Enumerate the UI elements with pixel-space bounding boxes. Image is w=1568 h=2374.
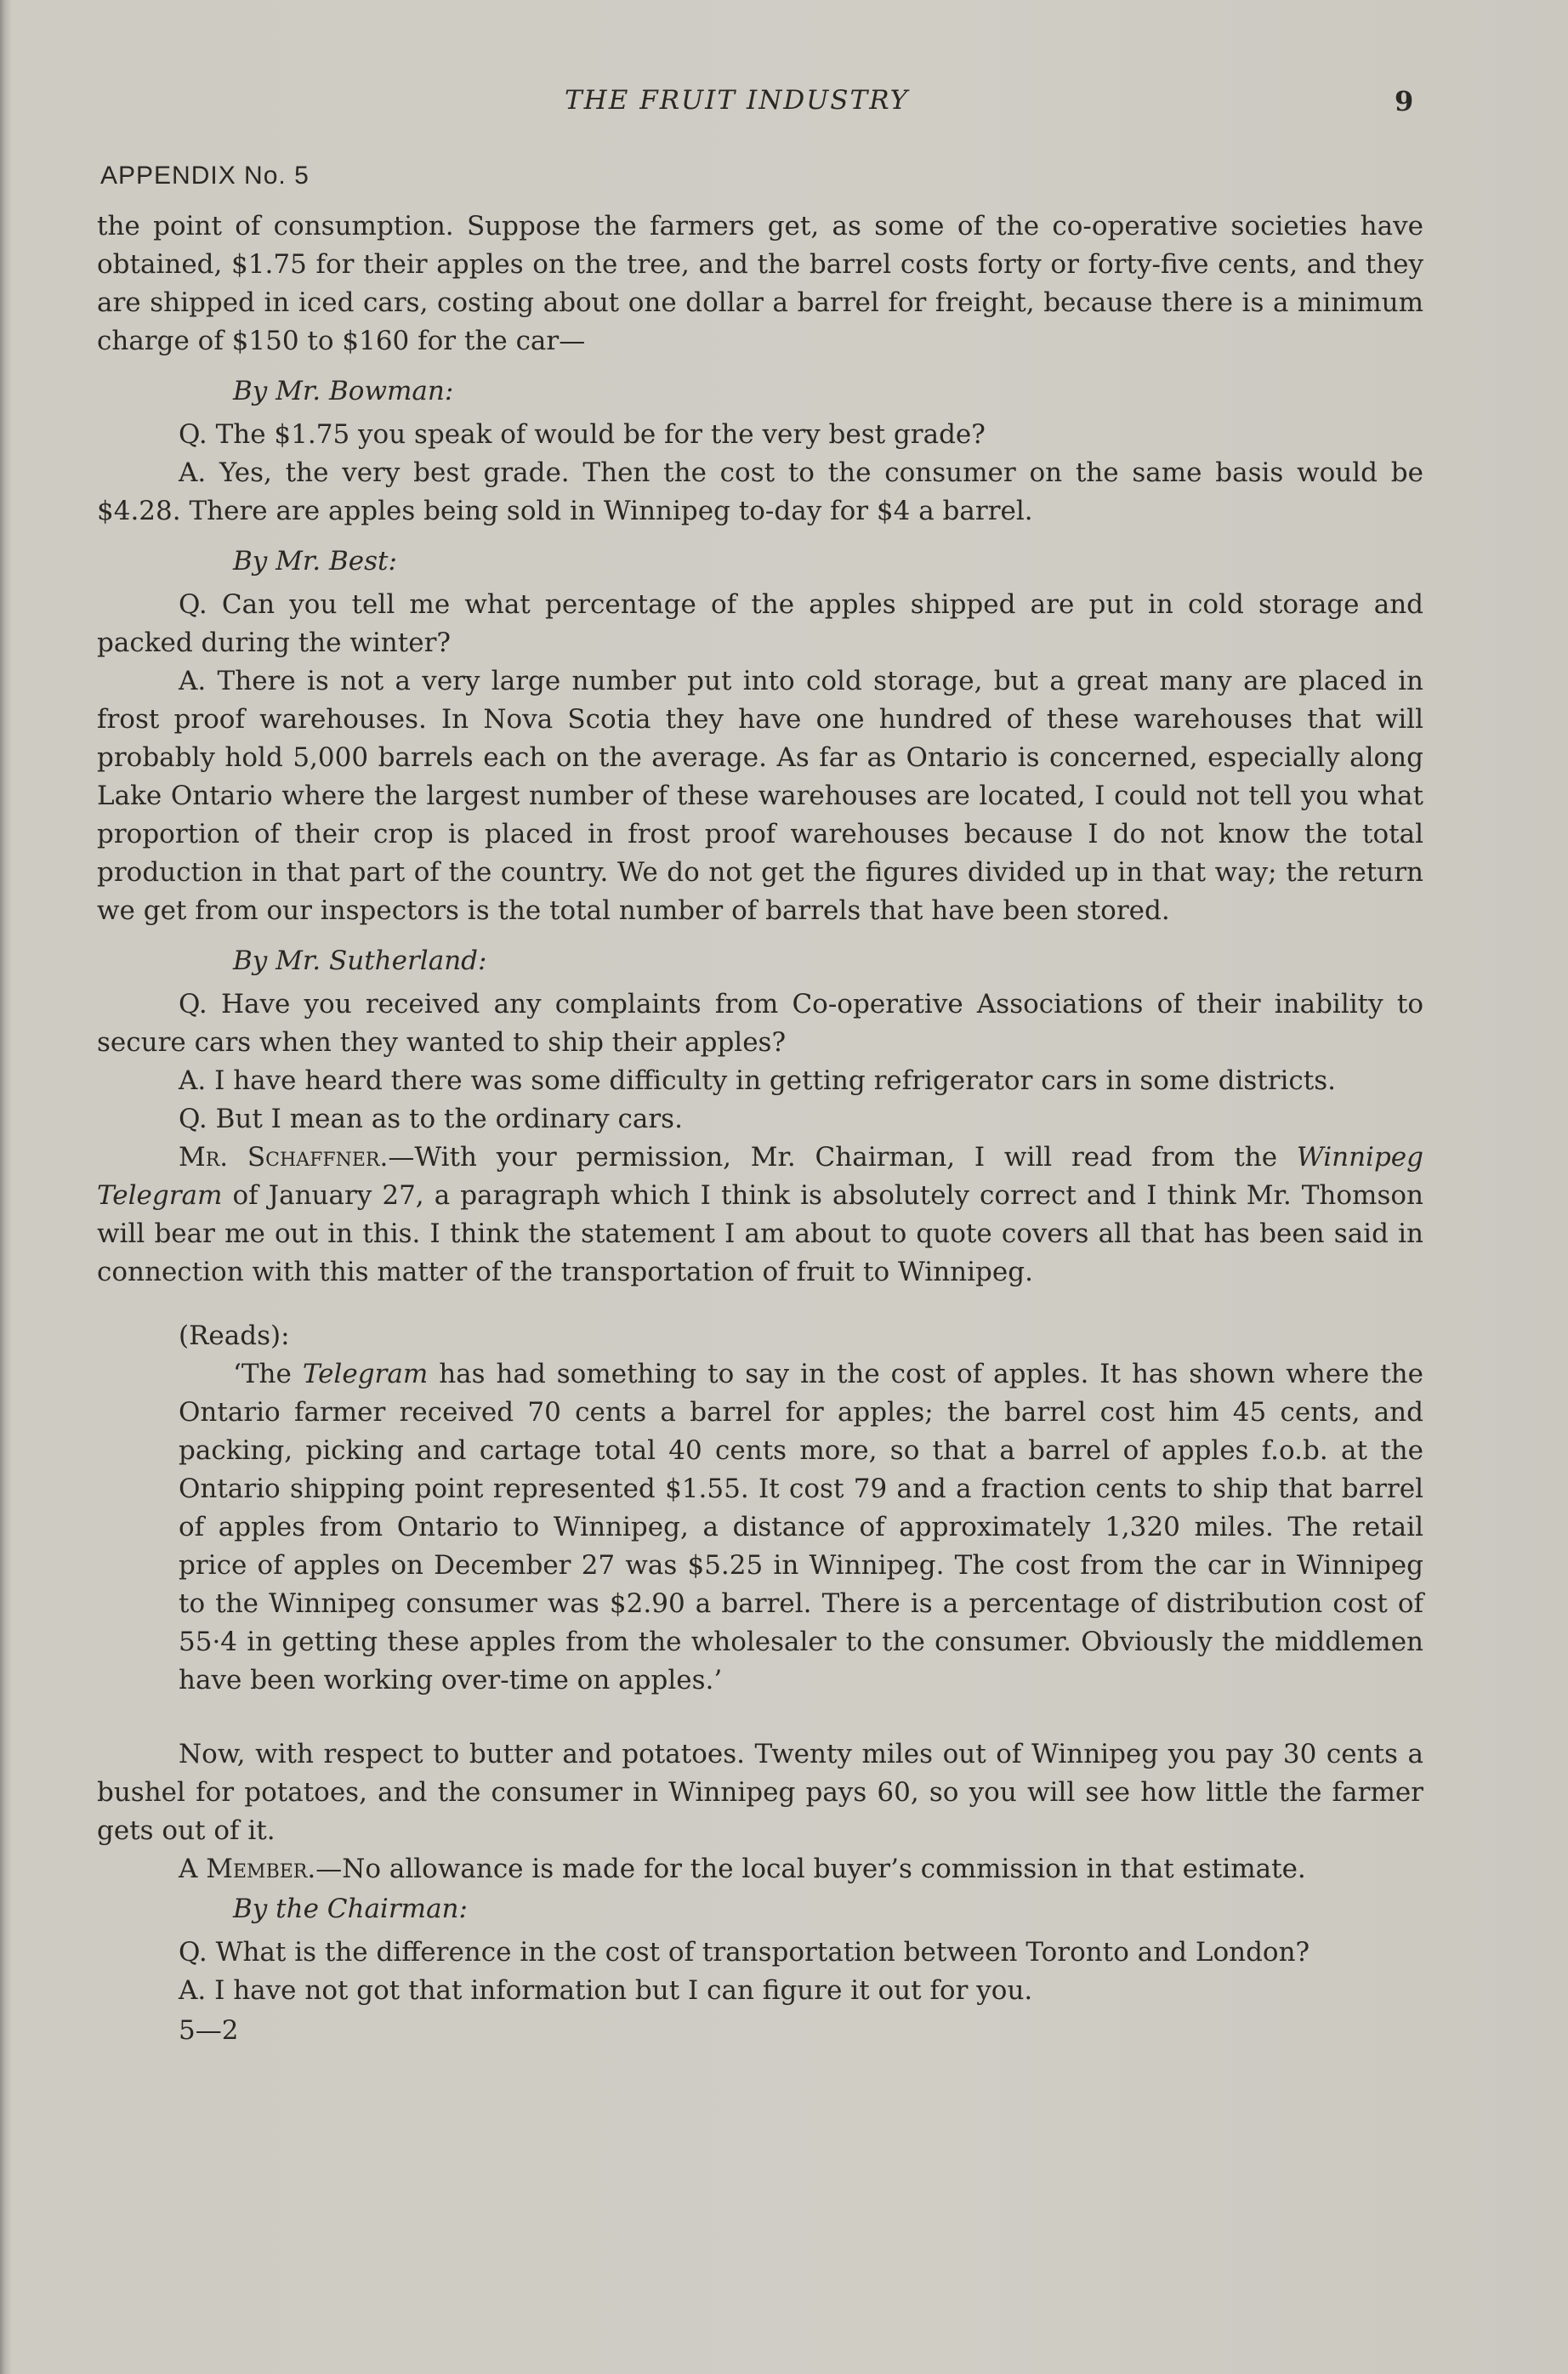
speaker-name: A Member.	[179, 1854, 316, 1884]
member-statement	[97, 1850, 1423, 1888]
newspaper-title: Telegram	[302, 1359, 429, 1389]
quote-open: ‘The	[233, 1359, 303, 1389]
answer: A. I have heard there was some difficulty in getting refrigerator cars in some districts.	[179, 1065, 1337, 1096]
statement-text: of January 27, a paragraph which I think is absolutely correct and I think Mr. Thomson will bear me out in this. I think the statement I am about to quote covers all that has been said in connection with this matter of the transportation of fruit to Winnipeg.	[97, 1180, 1423, 1287]
page-number: 9	[1395, 85, 1414, 117]
spacer	[97, 1292, 1423, 1317]
speaker-heading: By Mr. Sutherland:	[233, 946, 487, 976]
schaffner-statement	[97, 1139, 1423, 1292]
speaker-name: Mr. Schaffner.	[179, 1142, 389, 1173]
statement-text: —With your permission, Mr. Chairman, I will read from the	[388, 1142, 1297, 1173]
question: Q. But I mean as to the ordinary cars.	[179, 1104, 683, 1134]
running-head	[0, 85, 1568, 126]
question: Q. What is the difference in the cost of transportation between Toronto and London?	[179, 1937, 1310, 1968]
question: Q. The $1.75 you speak of would be for the very best grade?	[179, 419, 986, 450]
spacer	[97, 1700, 1423, 1735]
paragraph-continuation: the point of consumption. Suppose the farmers get, as some of the co-operative societies have obtained, $1.75 for their apples on the tree, and the barrel costs forty or forty-five cents, and they are shipped in iced cars, costing about one dollar a barrel for freight, because there is a minimum charge of $150 to $160 for the car—	[97, 211, 1423, 356]
reads-label: (Reads):	[179, 1320, 290, 1351]
answer: A. Yes, the very best grade. Then the cost to the consumer on the same basis would be $4.28. There are apples being sold in Winnipeg to-day for $4 a barrel.	[97, 457, 1423, 526]
speaker-heading: By the Chairman:	[233, 1894, 468, 1924]
quote-text: has had something to say in the cost of apples. It has shown where the Ontario farmer received 70 cents a barrel for apples; the barrel cost him 45 cents, and packing, picking and cartage total 40 cents more, so that a barrel of apples f.o.b. at the Ontario shipping point represented $1.55. It cost 79 and a fraction cents to ship that barrel of apples from Ontario to Winnipeg, a distance of approximately 1,320 miles. The retail price of apples on December 27 was $5.25 in Winnipeg. The cost from the car in Winnipeg to the Winnipeg consumer was $2.90 a barrel. There is a percentage of distribution cost of 55·4 in getting these apples from the wholesaler to the consumer. Obviously the middlemen have been working over-time on apples.’	[179, 1359, 1423, 1695]
question: Q. Have you received any complaints from Co-operative Associations of their inability to secure cars when they wanted to ship their apples?	[97, 989, 1423, 1058]
newspaper-title: Winnipeg Telegram	[97, 1142, 1423, 1211]
answer: A. I have not got that information but I can figure it out for you.	[179, 1975, 1033, 2006]
body-text	[97, 207, 1423, 2050]
quoted-passage	[179, 1355, 1423, 1700]
speaker-heading: By Mr. Bowman:	[233, 376, 454, 406]
running-title: THE FRUIT INDUSTRY	[565, 85, 910, 116]
appendix-label: APPENDIX No. 5	[100, 162, 310, 190]
statement-text: —No allowance is made for the local buyer’s commission in that estimate.	[315, 1854, 1306, 1884]
question: Q. Can you tell me what percentage of the apples shipped are put in cold storage and packed during the winter?	[97, 589, 1423, 658]
speaker-heading: By Mr. Best:	[233, 546, 397, 576]
paragraph: Now, with respect to butter and potatoes. Twenty miles out of Winnipeg you pay 30 cents a bushel for potatoes, and the consumer in Winnipeg pays 60, so you will see how little the farmer gets out of it.	[97, 1739, 1423, 1846]
answer: A. There is not a very large number put into cold storage, but a great many are placed in frost proof warehouses. In Nova Scotia they have one hundred of these warehouses that will probably hold 5,000 barrels each on the average. As far as Ontario is concerned, especially along Lake Ontario where the largest number of these warehouses are located, I could not tell you what proportion of their crop is placed in frost proof warehouses because I do not know the total production in that part of the country. We do not get the figures divided up in that way; the return we get from our inspectors is the total number of barrels that have been stored.	[97, 666, 1423, 926]
signature-mark: 5—2	[179, 2015, 239, 2046]
